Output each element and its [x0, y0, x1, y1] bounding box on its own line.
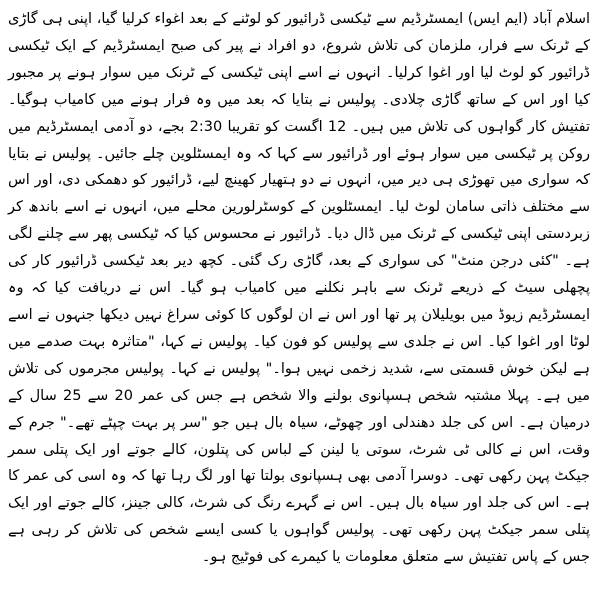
- article-paragraph: اسلام آباد (ایم ایس) ایمسٹرڈیم سے ٹیکسی ڈرائیور کو لوٹنے کے بعد اغواء کرلیا گیا، اپنی ہی گاڑی کے ٹرنک سے فرار، ملزمان کی تلاش شروع، دو افراد نے پیر کی صبح ایمسٹرڈیم کے ایک ٹیکسی ڈرائیور کو لوٹ لیا اور اغوا کرلیا۔ انہوں نے اسے اپنی ٹیکسی کے ٹرنک میں سوار ہونے پر مجبور کیا اور اس کے ساتھ گاڑی چلادی۔ پولیس نے بتایا کہ بعد میں وہ فرار ہونے میں کامیاب ہوگیا۔ تفتیش کار گواہوں کی تلاش میں ہیں۔ 12 اگست کو تقریبا 2:30 بجے، دو آدمی ایمسٹرڈیم میں روکن پر ٹیکسی میں سوار ہوئے اور ڈرائیور سے کہا کہ وہ ایمسٹلوین چلے جائیں۔ پولیس نے بتایا کہ سواری میں تھوڑی ہی دیر میں، انہوں نے دو ہتھیار کھینچ لیے، ڈرائیور کو دھمکی دی، اور اس سے مختلف ذاتی سامان لوٹ لیا۔ ایمسٹلوین کے کوسٹرلورین محلے میں، انہوں نے اسے باندھ کر زبردستی اپنی ٹیکسی کے ٹرنک میں ڈال دیا۔ ڈرائیور نے محسوس کیا کہ ٹیکسی پھر سے چلنے لگی ہے۔ "کئی درجن منٹ" کی سواری کے بعد، گاڑی رک گئی۔ کچھ دیر بعد ٹیکسی ڈرائیور کار کی پچھلی سیٹ کے ذریعے ٹرنک سے باہر نکلنے میں کامیاب ہو گیا۔ اس نے دریافت کیا کہ وہ ایمسٹرڈیم زیوڈ میں بویلیلان پر تھا اور اس نے ان لوگوں کا کوئی سراغ نہیں دیکھا جنہوں نے اسے لوٹا اور اغوا کیا۔ اس نے جلدی سے پولیس کو فون کیا۔ پولیس نے کہا، "متاثرہ بہت صدمے میں ہے لیکن خوش قسمتی سے، شدید زخمی نہیں ہوا۔" پولیس نے کہا۔ پولیس مجرموں کی تلاش میں ہے۔ پہلا مشتبہ شخص ہسپانوی بولنے والا شخص ہے جس کی عمر 20 سے 25 سال کے درمیان ہے۔ اس کی جلد دھندلی اور چھوٹے، سیاہ بال ہیں جو "سر پر بہت چپٹے تھے۔" جرم کے وقت، اس نے کالی ٹی شرٹ، سوتی یا لینن کے لباس کی پتلون، کالے جوتے اور ایک پتلی سمر جیکٹ پہن رکھی تھی۔ دوسرا آدمی بھی ہسپانوی بولتا تھا اور لگ رہا تھا کہ وہ اسی کی عمر کا ہے۔ اس کی جلد اور سیاہ بال ہیں۔ اس نے گہرے رنگ کی شرٹ، کالی جینز، کالے جوتے اور ایک پتلی سمر جیکٹ پہن رکھی تھی۔ پولیس گواہوں یا کسی ایسے شخص کی تلاش کر رہی ہے جس کے پاس تفتیش سے متعلق معلومات یا کیمرے کی فوٹیج ہو۔: [8, 11, 591, 566]
- news-article: [8, 6, 590, 571]
